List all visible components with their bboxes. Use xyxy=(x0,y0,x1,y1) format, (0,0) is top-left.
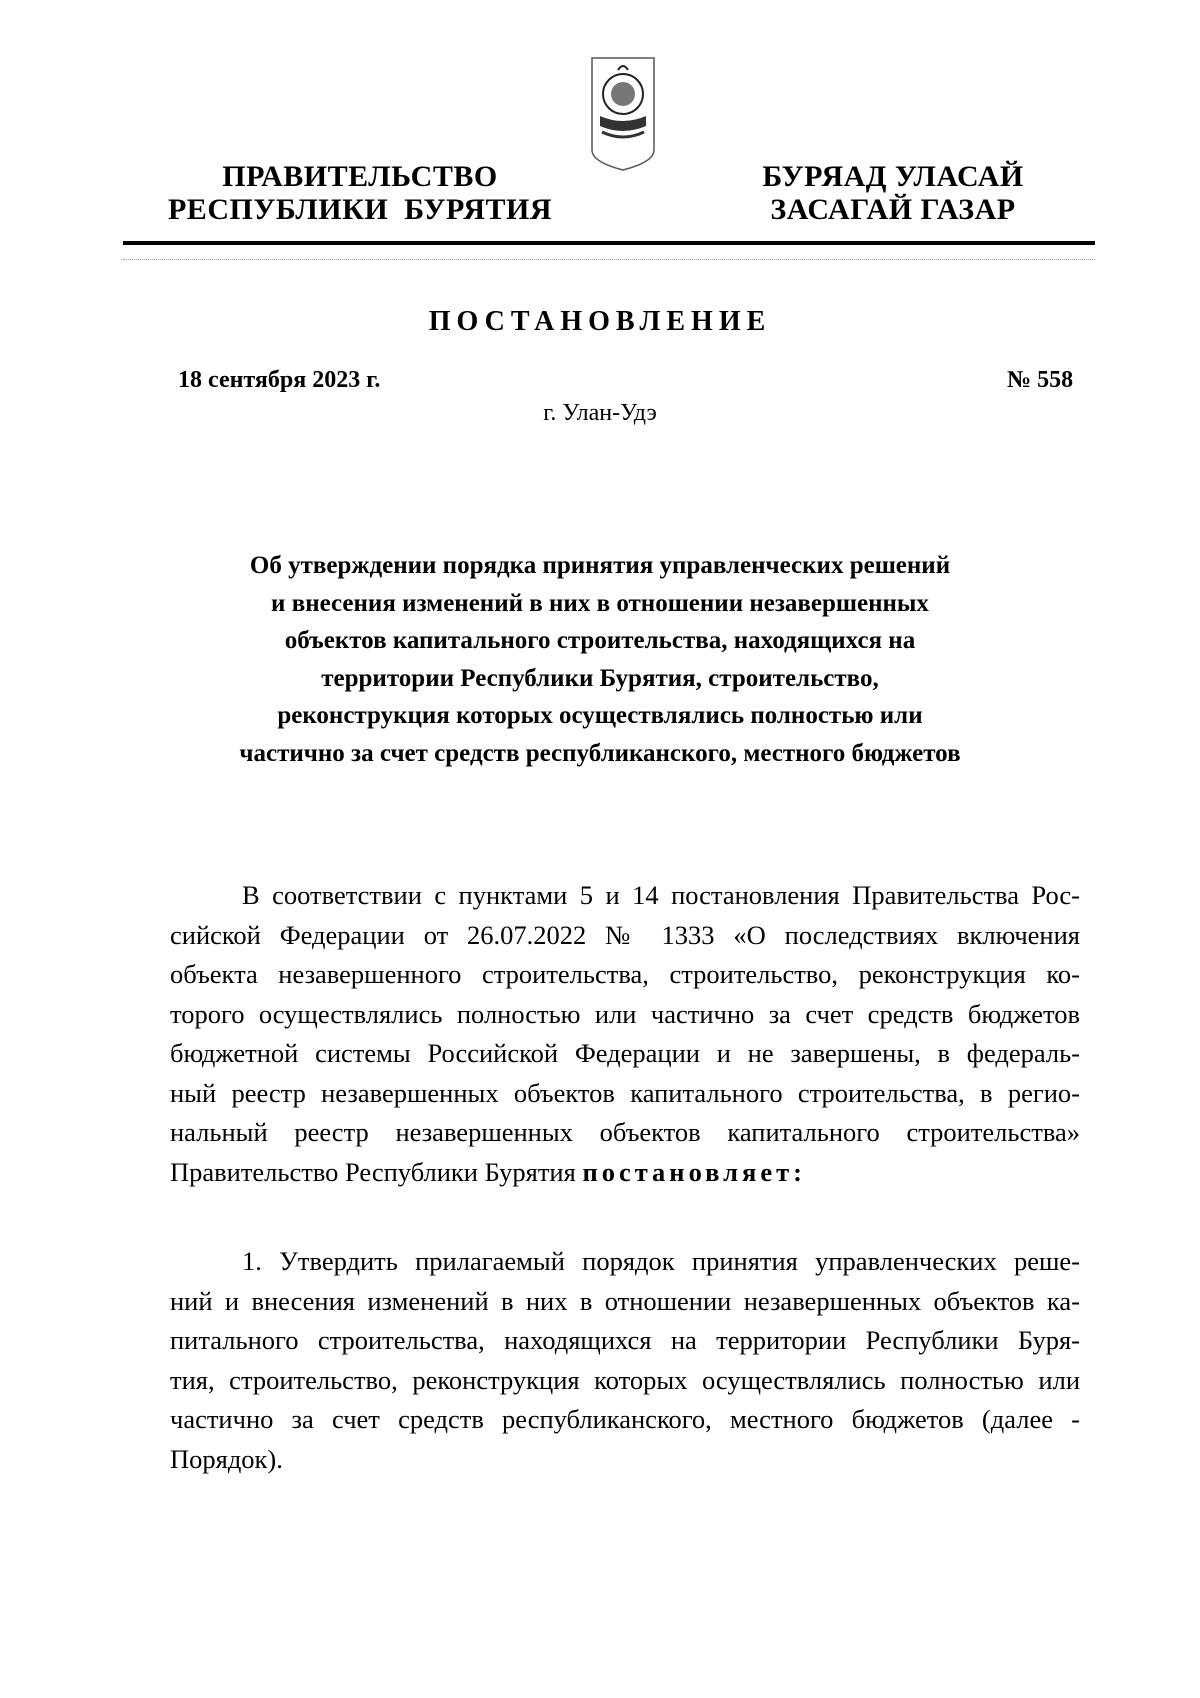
header-rule-thin xyxy=(123,259,1095,260)
paragraph-line: нальный реестр незавершенных объектов капитального строительства» xyxy=(170,1117,1080,1147)
paragraph-line: объекта незавершенного строительства, строительство, реконструкция ко- xyxy=(170,959,1080,989)
subject-line: частично за счет средств республиканского, местного бюджетов xyxy=(239,739,961,767)
government-name-ru-line1: ПРАВИТЕЛЬСТВО xyxy=(222,160,498,193)
paragraph-line: тия, строительство, реконструкция которых осуществлялись полностью или xyxy=(170,1364,1080,1395)
paragraph-line: В соответствии с пунктами 5 и 14 постановления Правительства Рос- xyxy=(242,880,1080,910)
paragraph-line: частично за счет средств республиканского, местного бюджетов (далее - xyxy=(170,1404,1080,1434)
subject-line: и внесения изменений в них в отношении незавершенных xyxy=(271,589,929,617)
document-city: г. Улан-Удэ xyxy=(543,400,657,426)
government-name-bua xyxy=(748,160,1038,226)
document-date: 18 сентября 2023 г. xyxy=(178,367,381,393)
document-number: № 558 xyxy=(1007,367,1074,393)
paragraph-line: питального строительства, находящихся на территории Республики Буря- xyxy=(170,1325,1080,1355)
government-name-bua-line1: БУРЯАД УЛАСАЙ xyxy=(762,160,1024,193)
subject-line: территории Республики Бурятия, строительство, xyxy=(321,664,879,692)
item-1-paragraph xyxy=(170,1242,1080,1479)
paragraph-line: сийской Федерации от 26.07.2022 № 1333 «О последствиях включения xyxy=(170,919,1080,950)
paragraph-line: Порядок). xyxy=(170,1443,283,1474)
paragraph-line: торого осуществлялись полностью или частично за счет средств бюджетов xyxy=(170,998,1080,1029)
document-type-title: ПОСТАНОВЛЕНИЕ xyxy=(428,306,772,337)
preamble-government: Правительство Республики Бурятия xyxy=(170,1156,576,1187)
paragraph-line xyxy=(170,1153,1080,1193)
coat-of-arms-icon xyxy=(588,54,658,174)
government-name-bua-line2: ЗАСАГАЙ ГАЗАР xyxy=(770,193,1016,226)
paragraph-line: ний и внесения изменений в них в отношении незавершенных объектов ка- xyxy=(170,1285,1080,1316)
decree-word: постановляет: xyxy=(582,1156,806,1187)
government-name-ru-line2: РЕСПУБЛИКИ БУРЯТИЯ xyxy=(167,193,553,226)
paragraph-line: бюджетной системы Российской Федерации и не завершены, в федераль- xyxy=(170,1038,1080,1068)
subject-line: Об утверждении порядка принятия управленческих решений xyxy=(249,552,951,579)
government-name-ru xyxy=(165,160,555,226)
subject-line: реконструкция которых осуществлялись полностью или xyxy=(277,702,923,729)
paragraph-line: 1. Утвердить прилагаемый порядок принятия управленческих реше- xyxy=(242,1246,1080,1276)
paragraph-line: ный реестр незавершенных объектов капитального строительства, в регио- xyxy=(170,1077,1080,1108)
document-subject xyxy=(160,547,1040,772)
header-rule-thick xyxy=(123,241,1095,245)
subject-line: объектов капитального строительства, находящихся на xyxy=(284,627,916,654)
preamble-paragraph xyxy=(170,876,1080,1192)
